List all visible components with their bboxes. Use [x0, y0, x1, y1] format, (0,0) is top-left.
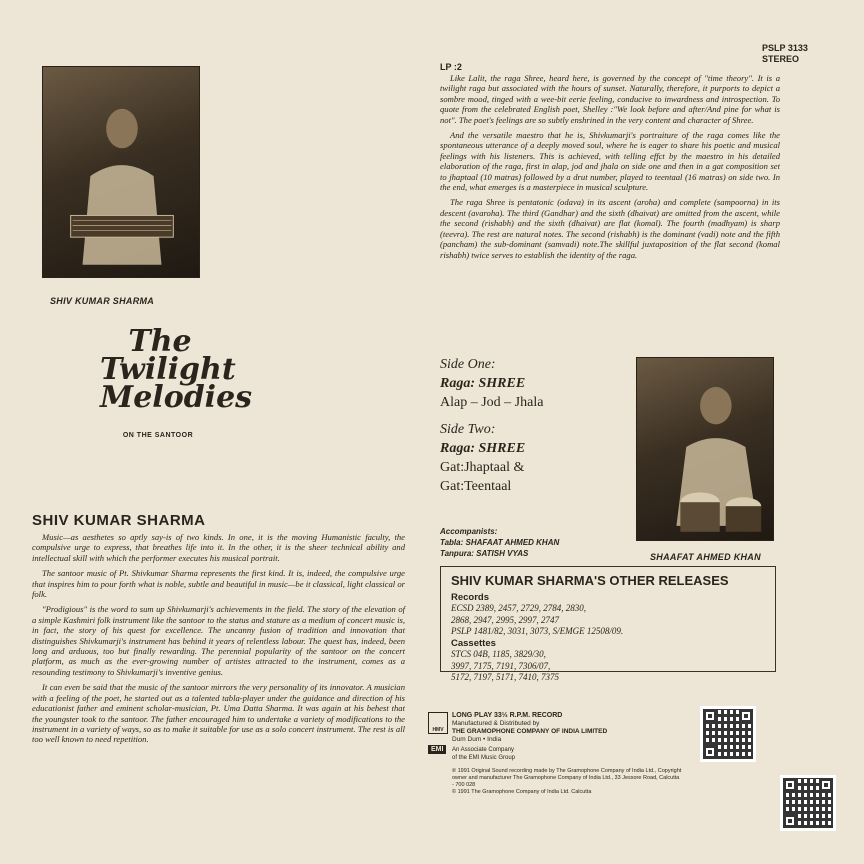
records-label: Records	[451, 592, 490, 603]
bio-paragraph: It can even be said that the music of the santoor mirrors the very personality of its innovator. A musician with a feeling of the poet, he started out as a talented tabla-player under the guidance and direction of his educationist father and eminent scholar-musician, Pt. Uma Datta Sharma. It was again at his behest that the youngster took to the santoor. The father encouraged him to undertake a variety of modifications to the instrument in a variety of ways, so as to make it suitable for use as a solo concert instrument. The rest is all too well known to need repetition.	[32, 682, 405, 745]
catalog-format: STEREO	[762, 54, 800, 64]
emi-group-label: of the EMI Music Group	[452, 754, 516, 761]
santoor-player-figure	[43, 67, 199, 277]
title-line-1: The	[128, 324, 192, 359]
emi-logo-text: EMI	[431, 746, 444, 753]
side-one-raga: Raga: SHREE	[440, 376, 526, 391]
copyright-line: ℗ 1991 Original Sound recording made by The Gramophone Company of India Ltd., Copyright owner and manufacturer The Gramophone Company of India Ltd., 33 Jessore Road, Calcutta - 700 028	[452, 768, 682, 788]
cassettes-label: Cassettes	[451, 638, 496, 649]
cassettes-line: 5172, 7197, 5171, 7410, 7375	[451, 672, 559, 682]
tabla-player-figure	[637, 358, 773, 540]
accompanists-label: Accompanists:	[440, 527, 498, 536]
associate-label: An Associate Company	[452, 747, 515, 753]
tabla-photo-caption: SHAAFAT AHMED KHAN	[650, 552, 761, 562]
lp-label: LP :2	[440, 62, 462, 72]
qr-code-top[interactable]	[700, 706, 756, 762]
company-location: Dum Dum • India	[452, 736, 502, 743]
copyright-notice	[452, 768, 682, 796]
notes-paragraph: Like Lalit, the raga Shree, heard here, is governed by the concept of "time theory". It is a twilight raga but associated with the hours of sunset. Naturally, therefore, it purports to depict a sombre mood, tinged with a wee-bit eerie feeling, conducive to inwardness and introspection. To quote from the celebrated English poet, Shelley :"We look before and after/And pine for what is not". The poet's feelings are so subtly enshrined in the very content and character of Shree.	[440, 73, 780, 125]
tanpura-credit: Tanpura: SATISH VYAS	[440, 549, 529, 558]
copyright-line: © 1991 The Gramophone Company of India Ltd. Calcutta	[452, 789, 592, 795]
raga-notes	[440, 73, 780, 265]
manufactured-label: Manufactured & Distributed by	[452, 720, 540, 727]
title-line-2: Twilight	[100, 352, 236, 387]
notes-paragraph: The raga Shree is pentatonic (odava) in its ascent (aroha) and complete (sampoorna) in its descent (avaroha). The third (Gandhar) and the sixth (dhaivat) are omitted from the ascent, while the second (rishabh) and the sixth (dhaivat) are flat (komal). The fourth (madhyam) is sharp (teevra). The rest are natural notes. The second (rishabh) is the dominant (vadi) note and the fifth (pancham) the sub-dominant (samvadi) note.The skillful juxtaposition of the flat second (komal rishabh) twice serves to establish the identity of the raga.	[440, 197, 780, 260]
side-two-label: Side Two:	[440, 422, 496, 437]
emi-association	[452, 747, 515, 762]
cassettes-line: STCS 04B, 1185, 3829/30,	[451, 649, 546, 659]
tracklist	[440, 355, 620, 496]
bio-paragraph: The santoor music of Pt. Shivkumar Sharma represents the first kind. It is, indeed, the compulsive urge that inspires him to pour forth what is noble, subtle and beautiful in music—be it classical, light classical or folk.	[32, 568, 405, 600]
catalog-number: PSLP 3133	[762, 43, 808, 53]
records-line: ECSD 2389, 2457, 2729, 2784, 2830,	[451, 603, 586, 613]
tabla-credit: Tabla: SHAFAAT AHMED KHAN	[440, 538, 560, 547]
cassettes-line: 3997, 7175, 7191, 7306/07,	[451, 660, 551, 671]
company-name: THE GRAMOPHONE COMPANY OF INDIA LIMITED	[452, 728, 608, 735]
artist-heading: SHIV KUMAR SHARMA	[32, 512, 206, 529]
catalog-block	[762, 43, 808, 65]
records-line: 2868, 2947, 2995, 2997, 2747	[451, 614, 559, 625]
hmv-logo	[428, 712, 448, 734]
album-title	[100, 324, 253, 415]
bio-paragraph: Music—as aesthetes so aptly say-is of two kinds. In one, it is the moving Humanistic faculty, the compulsive urge to express, that breathes life into it. In the other, it is the sheer technical ability and intellectual skill with which the performer executes his musical portrait.	[32, 532, 405, 563]
side-two-detail-2: Gat:Teentaal	[440, 479, 512, 494]
records-line: PSLP 1481/82, 3031, 3073, S/EMGE 12508/09.	[451, 626, 624, 636]
longplay-label: LONG PLAY 33⅓ R.P.M. RECORD	[452, 712, 563, 719]
title-line-3: Melodies	[100, 380, 253, 415]
releases-heading: SHIV KUMAR SHARMA'S OTHER RELEASES	[451, 573, 729, 588]
tabla-player-photo	[636, 357, 774, 541]
side-two-detail-1: Gat:Jhaptaal &	[440, 460, 525, 475]
hmv-logo-text: HMV	[432, 727, 444, 733]
album-subtitle: ON THE SANTOOR	[122, 432, 194, 439]
side-two-raga: Raga: SHREE	[440, 441, 526, 456]
accompanists	[440, 526, 559, 559]
side-one-detail: Alap – Jod – Jhala	[440, 395, 544, 410]
artist-biography	[32, 532, 405, 750]
cassettes-block	[451, 638, 559, 684]
side-one-label: Side One:	[440, 357, 496, 372]
qr-code-bottom[interactable]	[780, 775, 836, 831]
bio-paragraph: "Prodigious" is the word to sum up Shivkumarji's achievements in the field. The story of the elevation of a simple Kashmiri folk instrument like the santoor to the status and stature as a medium of concert music is, in fact, the story of his quest for excellence. The uncanny fusion of tradition and innovation that distinguishes Shivkumarji's instrument has behind it years of relentless labour. The quest has, indeed, been long and arduous, too but finally rewarding. The perennial popularity of the santoor on the concert platform, as much as the ever-growing number of artistes attracted to the instrument, comes as a resounding testimony to Shivkumarji's inventive genius.	[32, 604, 405, 677]
manufacturer-info	[452, 712, 692, 744]
artist-photo-caption: SHIV KUMAR SHARMA	[50, 296, 155, 306]
notes-paragraph: And the versatile maestro that he is, Shivkumarji's portraiture of the raga comes like the spontaneous utterance of a deeply moved soul, where he is eager to share his poetic and musical feelings with his listeners. This is achieved, with telling effct by the maestro in his detailed elaboration of the raga, first in alap, jod and jhala on side one and then in a gat composition set to jhaptaal (10 matras) followed by a drut number, played to teentaal (16 matras) on side two. In the end, what emerges is a masterpiece in musical sculpture.	[440, 130, 780, 193]
artist-photo	[42, 66, 200, 278]
emi-logo	[428, 745, 446, 754]
